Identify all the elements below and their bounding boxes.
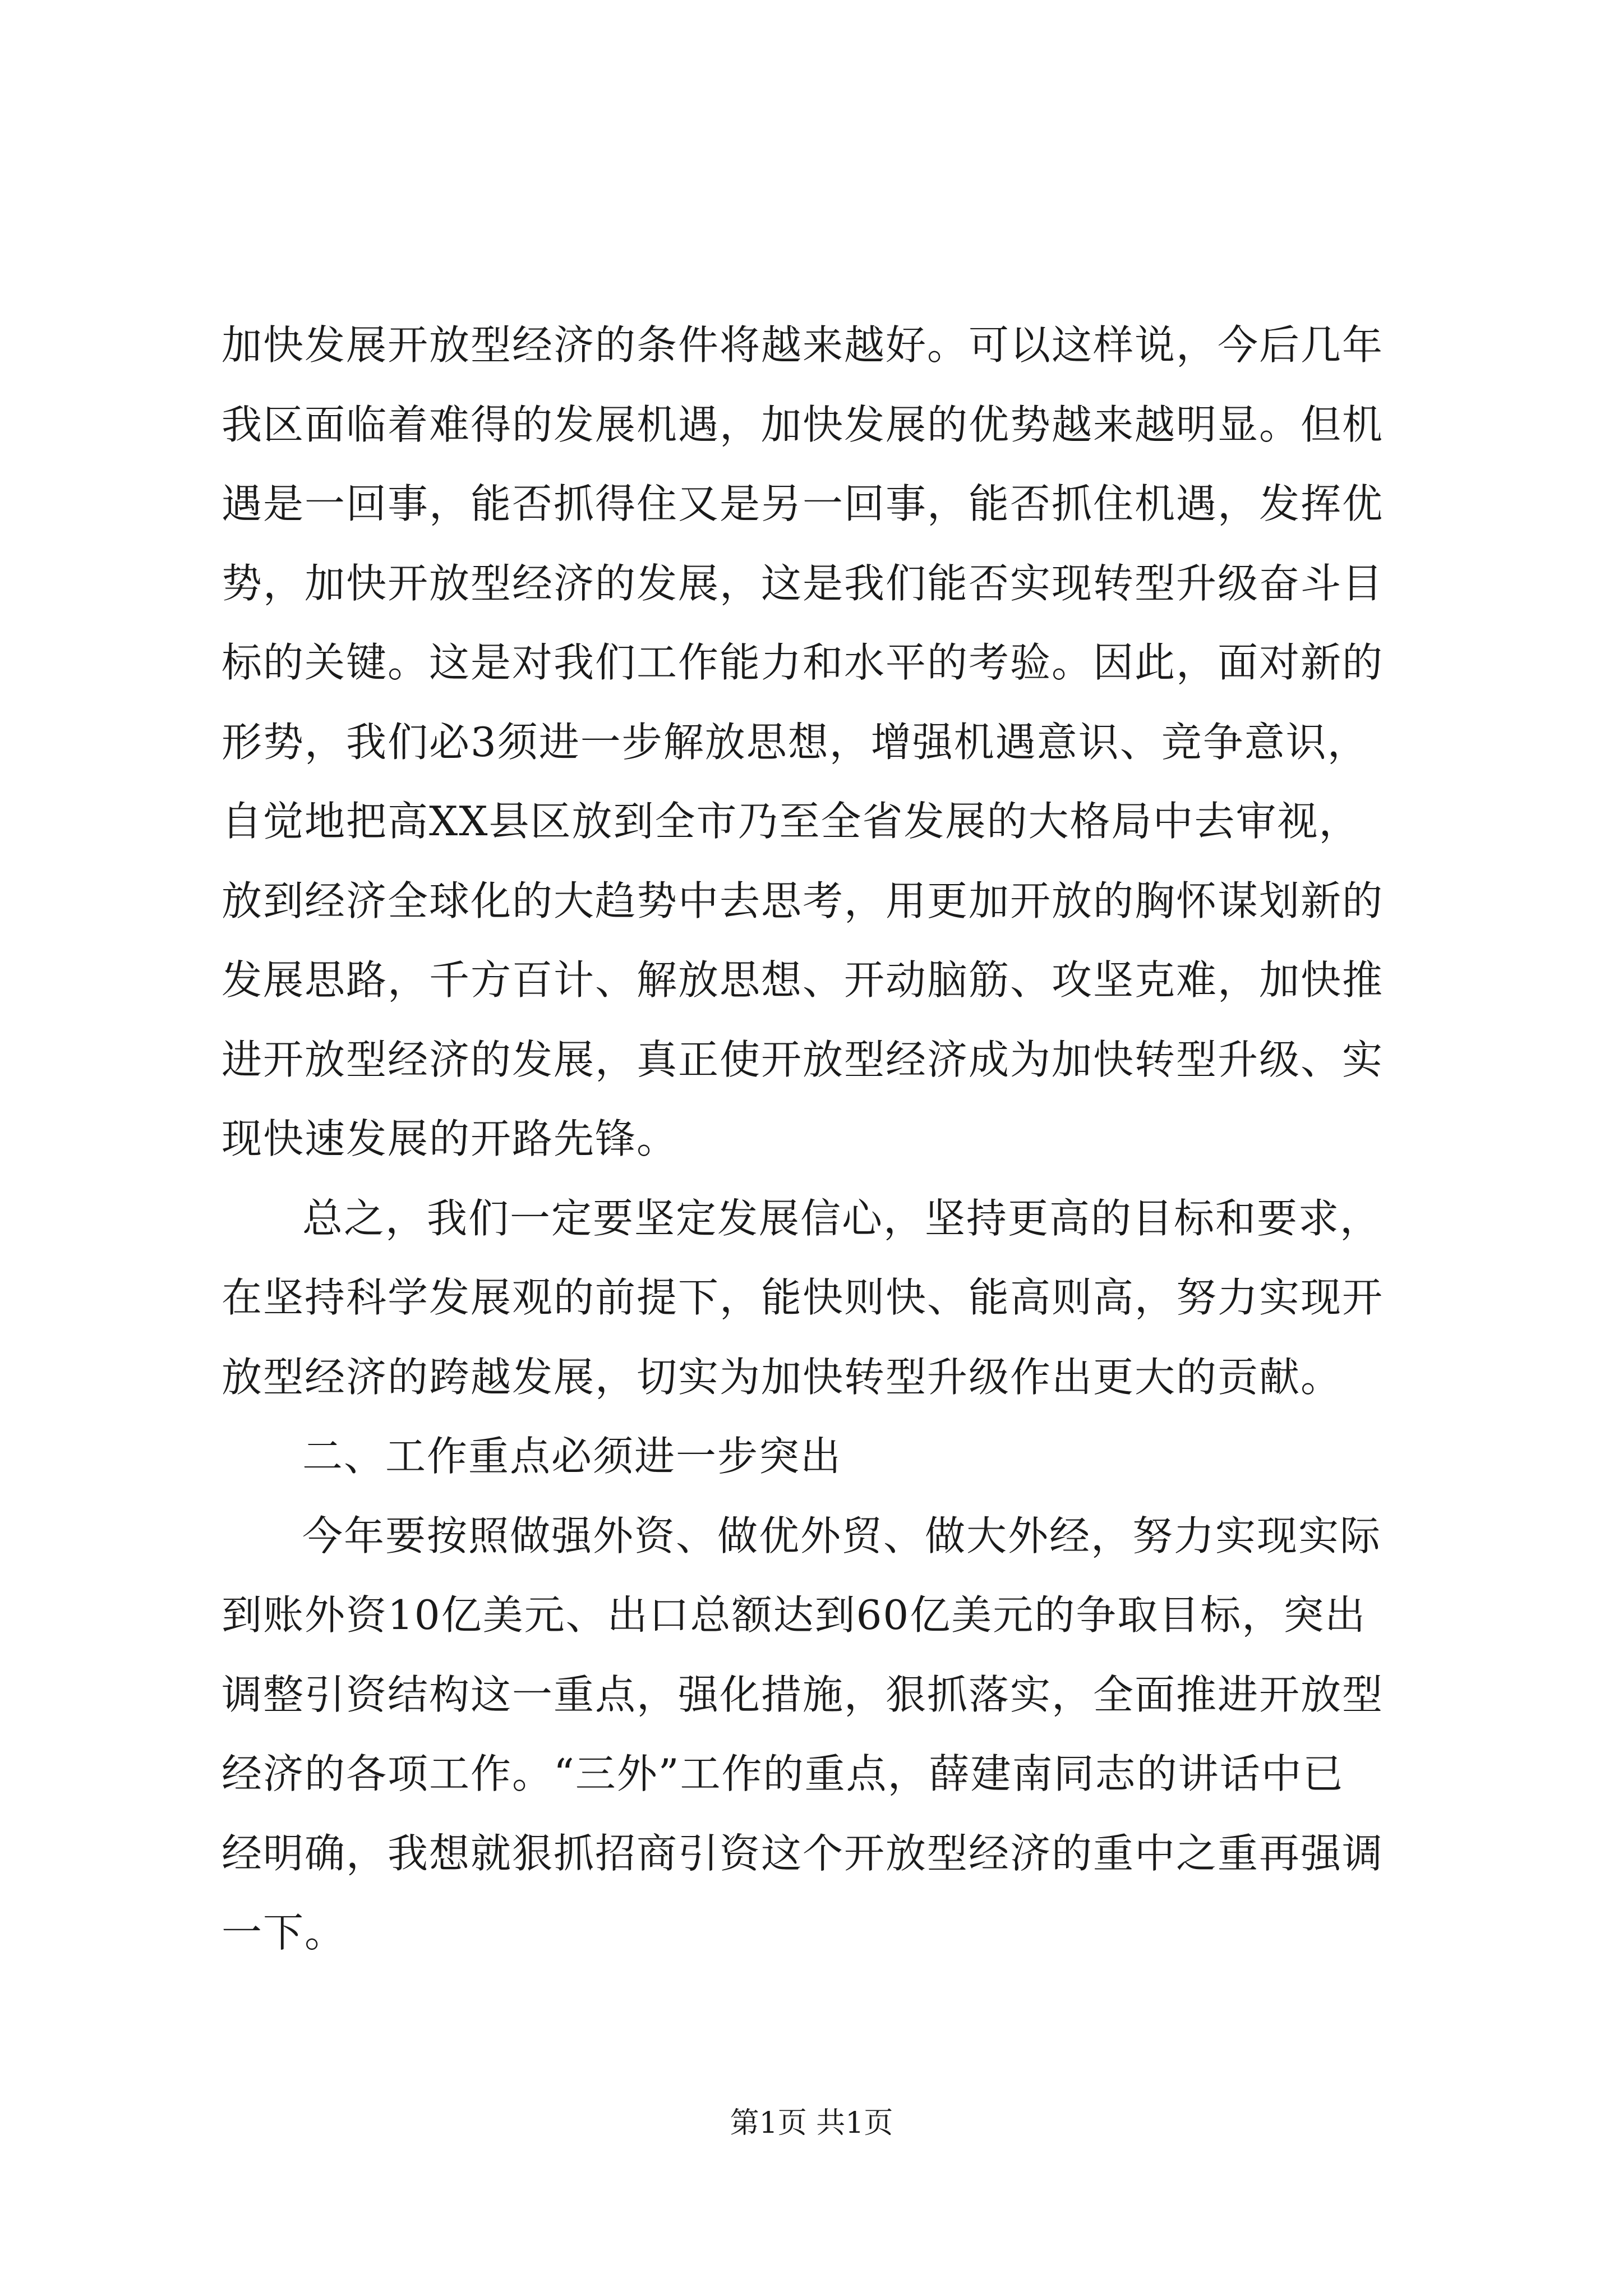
text-line: 放到经济全球化的大趋势中去思考，用更加开放的胸怀谋划新的 <box>222 877 1384 924</box>
text-line: 经明确，我想就狠抓招商引资这个开放型经济的重中之重再强调 <box>222 1829 1384 1877</box>
body-text <box>222 306 1399 1973</box>
text-line: 一下。 <box>222 1909 347 1956</box>
text-line: 我区面临着难得的发展机遇，加快发展的优势越来越明显。但机 <box>222 401 1384 448</box>
text-line: 现快速发展的开路先锋。 <box>222 1115 679 1162</box>
paragraph-first-line: 总之，我们一定要坚定发展信心，坚持更高的目标和要求， <box>302 1194 1382 1242</box>
text-line: 遇是一回事，能否抓得住又是另一回事，能否抓住机遇，发挥优 <box>222 480 1384 527</box>
paragraph-first-line: 今年要按照做强外资、做优外贸、做大外经，努力实现实际 <box>302 1512 1382 1559</box>
text-line: 势，加快开放型经济的发展，这是我们能否实现转型升级奋斗目 <box>222 559 1384 607</box>
text-line: 放型经济的跨越发展，切实为加快转型升级作出更大的贡献。 <box>222 1353 1343 1401</box>
page-number-footer: 第1页 共1页 <box>730 2106 893 2140</box>
text-line: 形势，我们必3须进一步解放思想，增强机遇意识、竞争意识， <box>222 718 1369 766</box>
text-line: 经济的各项工作。“三外”工作的重点，薛建南同志的讲话中已 <box>222 1750 1344 1797</box>
text-line: 加快发展开放型经济的条件将越来越好。可以这样说，今后几年 <box>222 321 1384 369</box>
text-line: 进开放型经济的发展，真正使开放型经济成为加快转型升级、实 <box>222 1036 1384 1083</box>
text-line: 发展思路，千方百计、解放思想、开动脑筋、攻坚克难，加快推 <box>222 956 1384 1004</box>
text-line: 标的关键。这是对我们工作能力和水平的考验。因此，面对新的 <box>222 639 1384 686</box>
text-line: 在坚持科学发展观的前提下，能快则快、能高则高，努力实现开 <box>222 1274 1384 1321</box>
text-line: 调整引资结构这一重点，强化措施，狠抓落实，全面推进开放型 <box>222 1671 1384 1718</box>
text-line: 到账外资10亿美元、出口总额达到60亿美元的争取目标，突出 <box>222 1591 1367 1639</box>
section-heading: 二、工作重点必须进一步突出 <box>302 1433 842 1480</box>
text-line: 自觉地把高XX县区放到全市乃至全省发展的大格局中去审视， <box>222 798 1361 845</box>
